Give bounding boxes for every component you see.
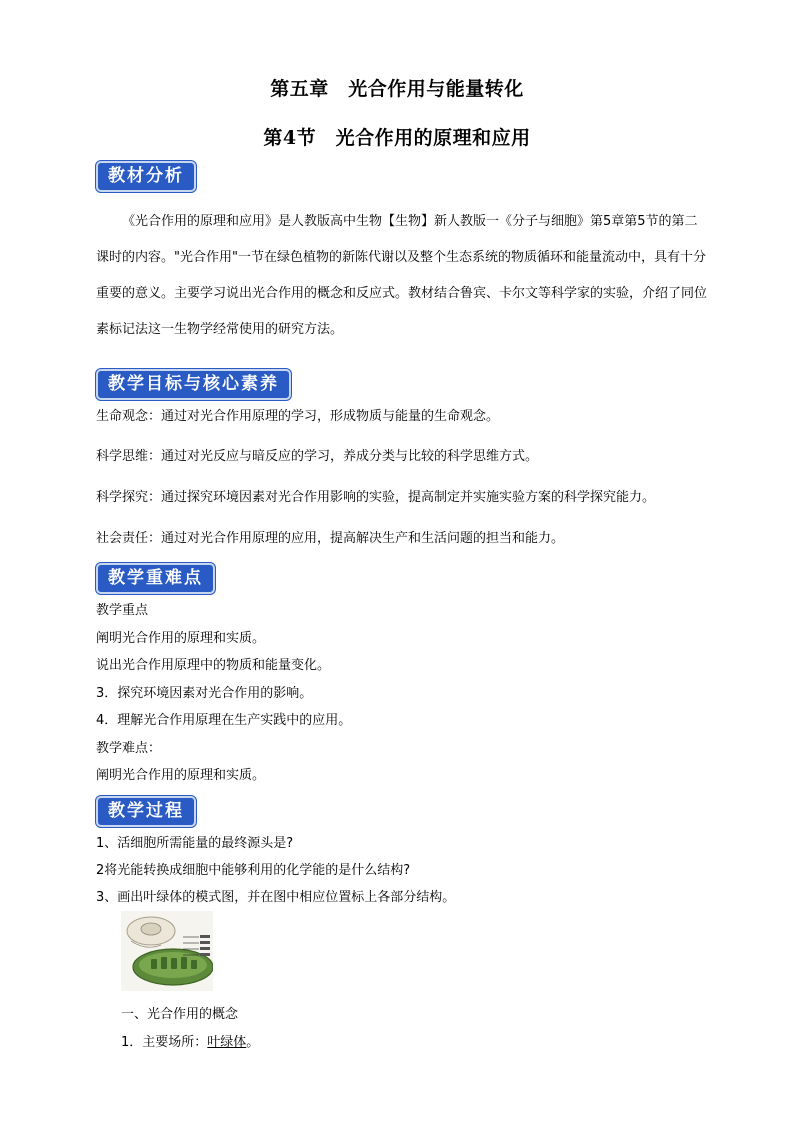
chloroplast-figure <box>121 911 213 991</box>
objectives-heading-badge: 教学目标与核心素养 <box>96 369 291 400</box>
site-answer: 叶绿体 <box>207 1035 247 1050</box>
process-item: 3、画出叶绿体的模式图，并在图中相应位置标上各部分结构。 <box>96 890 456 905</box>
concept-title: 一、光合作用的概念 <box>121 1007 239 1022</box>
objective-item: 科学探究：通过探究环境因素对光合作用影响的实验，提高制定并实施实验方案的科学探究能力。 <box>96 490 656 505</box>
key-item: 4．理解光合作用原理在生产实践中的应用。 <box>96 713 352 728</box>
difficult-item: 阐明光合作用的原理和实质。 <box>96 768 266 783</box>
process-item: 1、活细胞所需能量的最终源头是? <box>96 836 294 851</box>
site-suffix: 。 <box>246 1035 260 1050</box>
section-title: 第4节 光合作用的原理和应用 <box>263 127 531 149</box>
difficult-label: 教学难点： <box>96 741 162 756</box>
chapter-title: 第五章 光合作用与能量转化 <box>270 78 524 100</box>
objective-item: 生命观念：通过对光合作用原理的学习，形成物质与能量的生命观念。 <box>96 409 500 424</box>
key-item: 阐明光合作用的原理和实质。 <box>96 631 266 646</box>
analysis-paragraph: 《光合作用的原理和应用》是人教版高中生物【生物】新人教版一《分子与细胞》第5章第5节的第二课时的内容。"光合作用"一节在绿色植物的新陈代谢以及整个生态系统的物质循环和能量流动中，具有十分重要的意义。主要学习说出光合作用的概念和反应式。教材结合鲁宾、卡尔文等科学家的实验，介绍了同位素标记法这一生物学经常使用的研究方法。 <box>96 214 708 337</box>
key-points-heading-badge: 教学重难点 <box>96 563 215 594</box>
objective-item: 科学思维：通过对光反应与暗反应的学习，养成分类与比较的科学思维方式。 <box>96 449 539 464</box>
key-item: 3．探究环境因素对光合作用的影响。 <box>96 686 313 701</box>
process-item: 2将光能转换成细胞中能够利用的化学能的是什么结构? <box>96 863 411 878</box>
site-prefix: 1．主要场所： <box>121 1035 208 1050</box>
analysis-heading-badge: 教材分析 <box>96 161 196 192</box>
site-line <box>121 1031 259 1050</box>
key-label: 教学重点 <box>96 603 149 618</box>
process-heading-badge: 教学过程 <box>96 796 196 827</box>
key-item: 说出光合作用原理中的物质和能量变化。 <box>96 658 331 673</box>
chloroplast-illustration <box>121 911 213 991</box>
objective-item: 社会责任：通过对光合作用原理的应用，提高解决生产和生活问题的担当和能力。 <box>96 531 565 546</box>
